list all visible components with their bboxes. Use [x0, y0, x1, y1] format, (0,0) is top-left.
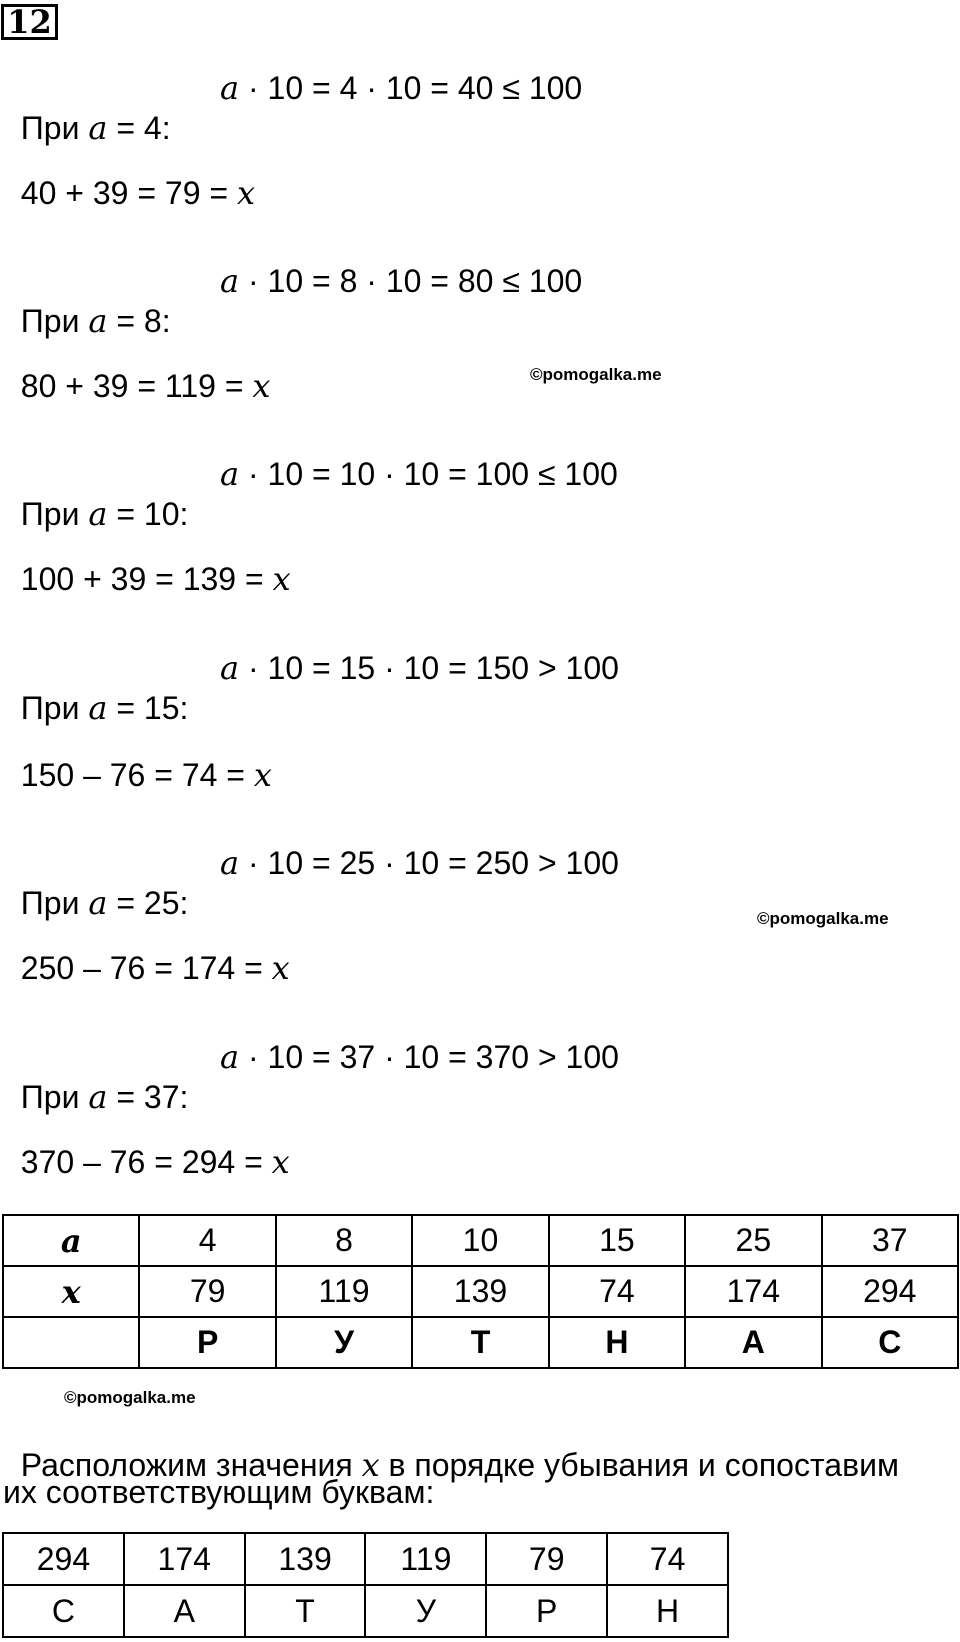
watermark: ©pomogalka.me: [530, 365, 662, 384]
table-cell: А: [124, 1585, 245, 1637]
table-row: [3, 1317, 958, 1368]
case-4-calc: a · 10 = 15 · 10 = 150 > 100: [220, 649, 619, 687]
table-cell: Т: [245, 1585, 366, 1637]
case-3-condition: При a = 10: a · 10 = 10 · 10 = 100 ≤ 100: [20, 455, 618, 533]
table-cell: 15: [549, 1215, 685, 1266]
table-cell: С: [822, 1317, 958, 1368]
table-cell: У: [365, 1585, 486, 1637]
case-6-calc: a · 10 = 37 · 10 = 370 > 100: [220, 1038, 619, 1076]
case-1-result: 40 + 39 = 79 = x: [20, 174, 256, 212]
table-cell: 174: [685, 1266, 821, 1317]
explanation-line-2: их соответствующим буквам:: [3, 1474, 435, 1510]
table-row: [3, 1585, 728, 1637]
case-6-result: 370 – 76 = 294 = x: [20, 1143, 290, 1181]
case-5-calc: a · 10 = 25 · 10 = 250 > 100: [220, 844, 619, 882]
table-cell: 139: [412, 1266, 548, 1317]
case-4-result: 150 – 76 = 74 = x: [20, 756, 272, 794]
case-1-calc: a · 10 = 4 · 10 = 40 ≤ 100: [220, 69, 583, 107]
table-row: [3, 1215, 958, 1266]
table-cell: У: [276, 1317, 412, 1368]
table-row: [3, 1266, 958, 1317]
table-cell: 119: [365, 1533, 486, 1585]
task-number: 12: [1, 4, 58, 40]
table-cell: 74: [549, 1266, 685, 1317]
case-2-calc: a · 10 = 8 · 10 = 80 ≤ 100: [220, 262, 583, 300]
values-table: [2, 1214, 959, 1369]
case-4-condition: При a = 15: a · 10 = 15 · 10 = 150 > 100: [20, 649, 619, 727]
watermark: ©pomogalka.me: [757, 909, 889, 928]
table-cell: 37: [822, 1215, 958, 1266]
table-cell: Н: [607, 1585, 728, 1637]
row-header-x: x: [3, 1266, 139, 1317]
case-3-calc: a · 10 = 10 · 10 = 100 ≤ 100: [220, 455, 618, 493]
explanation-line-1: Расположим значения x в порядке убывания и сопоставим: [20, 1446, 899, 1484]
table-cell: Р: [139, 1317, 275, 1368]
table-cell: 25: [685, 1215, 821, 1266]
table-cell: 294: [3, 1533, 124, 1585]
case-1-condition: При a = 4: a · 10 = 4 · 10 = 40 ≤ 100: [20, 69, 583, 147]
table-cell: Т: [412, 1317, 548, 1368]
row-header-a: a: [3, 1215, 139, 1266]
table-cell: С: [3, 1585, 124, 1637]
table-cell: Н: [549, 1317, 685, 1368]
case-3-result: 100 + 39 = 139 = x: [20, 560, 291, 598]
table-cell: Р: [486, 1585, 607, 1637]
table-row: [3, 1533, 728, 1585]
table-cell: 294: [822, 1266, 958, 1317]
case-6-condition: При a = 37: a · 10 = 37 · 10 = 370 > 100: [20, 1038, 619, 1116]
table-cell: 79: [139, 1266, 275, 1317]
table-cell: 139: [245, 1533, 366, 1585]
watermark: ©pomogalka.me: [64, 1388, 196, 1407]
case-2-condition: При a = 8: a · 10 = 8 · 10 = 80 ≤ 100: [20, 262, 583, 340]
case-2-result: 80 + 39 = 119 = x: [20, 367, 271, 405]
table-cell: 74: [607, 1533, 728, 1585]
table-cell: 10: [412, 1215, 548, 1266]
case-5-condition: При a = 25: a · 10 = 25 · 10 = 250 > 100: [20, 844, 619, 922]
table-cell: 79: [486, 1533, 607, 1585]
sorted-table: [2, 1532, 729, 1638]
case-5-result: 250 – 76 = 174 = x: [20, 949, 290, 987]
row-header-empty: [3, 1317, 139, 1368]
table-cell: А: [685, 1317, 821, 1368]
table-cell: 174: [124, 1533, 245, 1585]
table-cell: 4: [139, 1215, 275, 1266]
table-cell: 8: [276, 1215, 412, 1266]
table-cell: 119: [276, 1266, 412, 1317]
